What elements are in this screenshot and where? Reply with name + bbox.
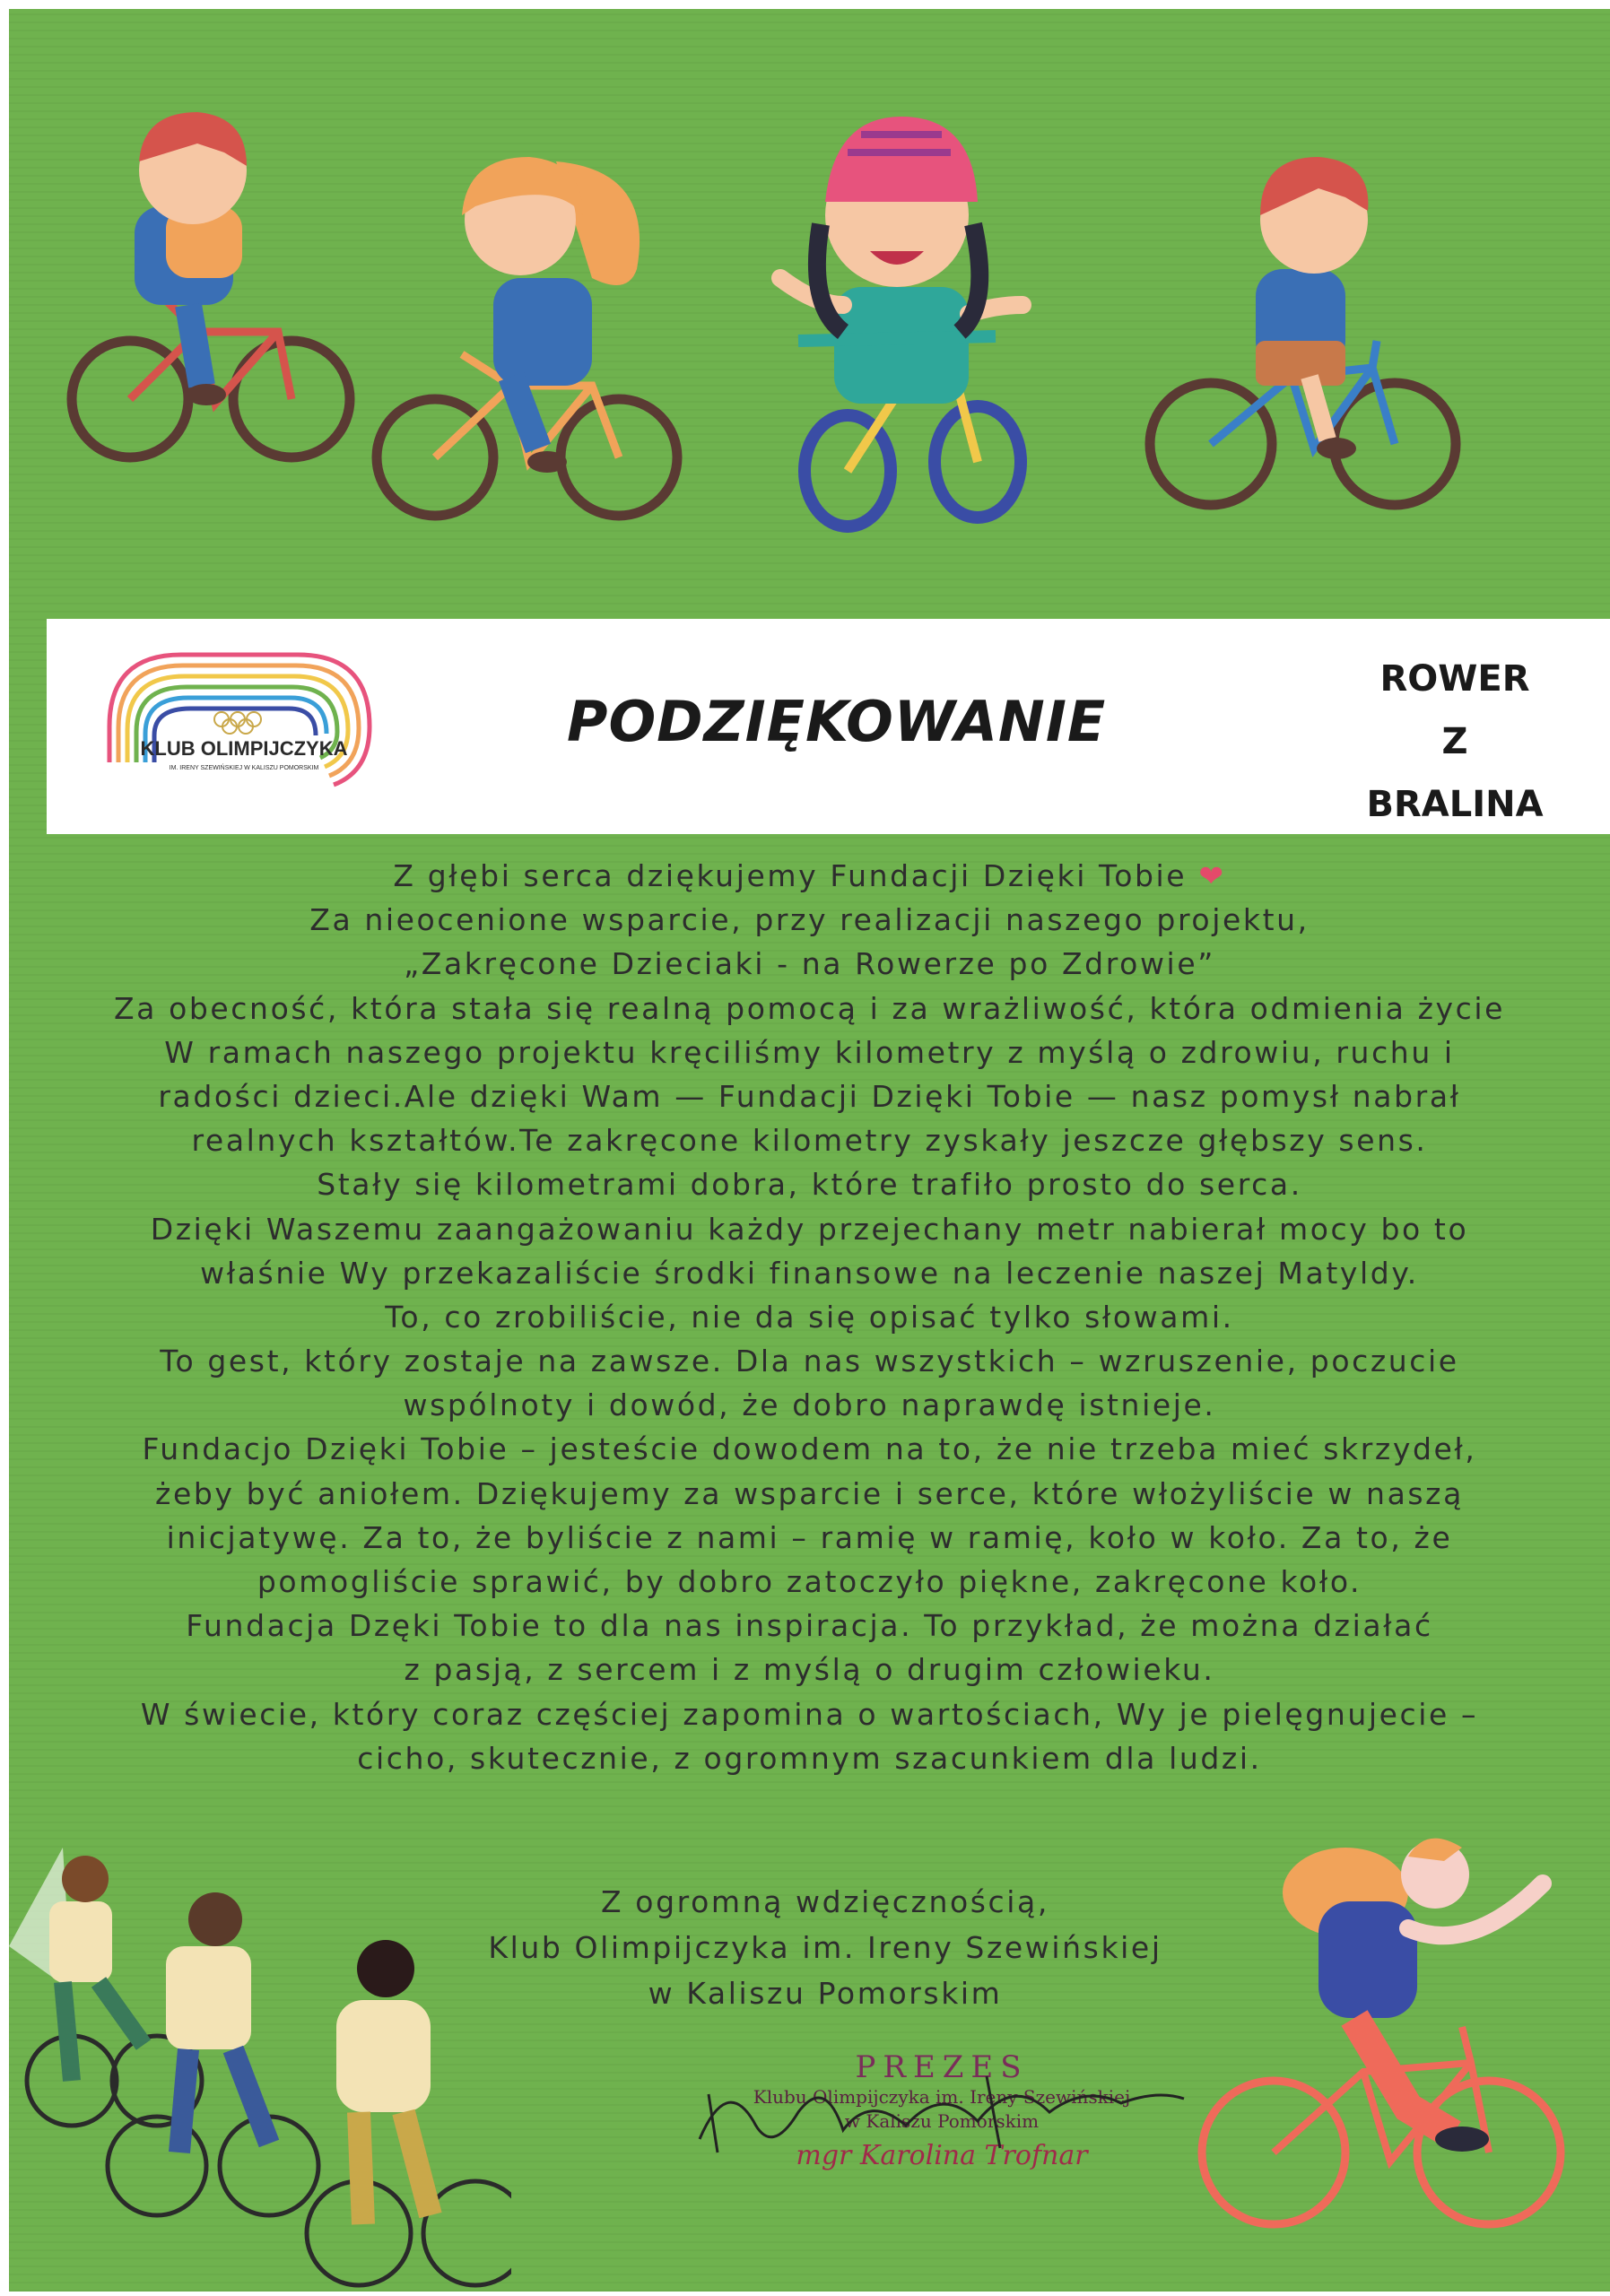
stamp-line: Klubu Olimpijczyka im. Ireny Szewińskiej	[753, 2086, 1131, 2108]
logo-subtext: IM. IRENY SZEWIŃSKIEJ W KALISZU POMORSKIM	[169, 765, 319, 771]
letter-line: W świecie, który coraz częściej zapomina o wartościach, Wy je pielęgnujecie –	[140, 1696, 1479, 1732]
boy-on-bike-2	[1150, 157, 1456, 505]
letter-line: z pasją, z sercem i z myślą o drugim człowieku.	[404, 1652, 1215, 1688]
letter-line: realnych kształtów.Te zakręcone kilometry zyskały jeszcze głębszy sens.	[191, 1123, 1428, 1159]
project-name-line: ROWER	[1379, 658, 1530, 700]
letter-line: Fundacja Dzęki Tobie to dla nas inspiracja. To przykład, że można działać	[186, 1608, 1433, 1644]
girl-with-helmet	[780, 117, 1023, 526]
letter-line: Dzięki Waszemu zaangażowaniu każdy przejechany metr nabierał mocy bo to	[150, 1211, 1469, 1247]
letter-line: To gest, który zostaje na zawsze. Dla nas wszystkich – wzruszenie, poczucie	[160, 1344, 1459, 1379]
stamp-line: w Kaliszu Pomorskim	[844, 2110, 1040, 2132]
woman-cycling-illustration	[1184, 1812, 1610, 2292]
page-title: PODZIĘKOWANIE	[567, 689, 1107, 754]
title-banner	[47, 619, 1610, 834]
letter-line: wspólnoty i dowód, że dobro naprawdę istnieje.	[403, 1387, 1216, 1423]
letter-line: „Zakręcone Dzieciaki - na Rowerze po Zdrowie”	[404, 946, 1215, 982]
letter-line: żeby być aniołem. Dziękujemy za wsparcie i serce, które włożyliście w naszą	[155, 1475, 1464, 1511]
closing-line: Z ogromną wdzięcznością,	[601, 1884, 1049, 1919]
president-name: mgr Karolina Trofnar	[796, 2140, 1088, 2171]
letter-line: Za nieocenione wsparcie, przy realizacji naszego projektu,	[309, 902, 1310, 938]
project-name	[1320, 648, 1589, 836]
president-stamp	[691, 2049, 1193, 2202]
project-name-line: Z	[1441, 721, 1468, 762]
stamp-title: PREZES	[855, 2049, 1029, 2085]
letter-line-text: Z głębi serca dziękujemy Fundacji Dzięki Tobie	[393, 858, 1188, 893]
boy-on-bike-1	[72, 112, 350, 457]
letter-line: W ramach naszego projektu kręciliśmy kilometry z myślą o zdrowiu, ruchu i	[164, 1034, 1455, 1070]
letter-line: cicho, skutecznie, z ogromnym szacunkiem dla ludzi.	[357, 1740, 1262, 1776]
letter-line: Za obecność, która stała się realną pomocą i za wrażliwość, która odmienia życie	[113, 990, 1506, 1026]
girl-on-bike	[377, 157, 677, 516]
project-name-line: BRALINA	[1366, 784, 1544, 825]
letter-line: Fundacjo Dzięki Tobie – jesteście dowodem na to, że nie trzeba mieć skrzydeł,	[142, 1431, 1477, 1467]
closing-line: w Kaliszu Pomorskim	[648, 1976, 1003, 2011]
kids-cycling-illustration	[9, 9, 1610, 547]
letter-line: To, co zrobiliście, nie da się opisać tylko słowami.	[385, 1299, 1234, 1335]
heart-icon: ❤	[1198, 858, 1226, 893]
letter-line: inicjatywę. Za to, że byliście z nami – ramię w ramię, koło w koło. Za to, że	[166, 1519, 1453, 1555]
letter-line: radości dzieci.Ale dzięki Wam — Fundacji Dzięki Tobie — nasz pomysł nabrał	[158, 1078, 1461, 1114]
logo-text: KLUB OLIMPIJCZYKA	[140, 737, 348, 760]
closing-signature-block	[368, 1879, 1283, 2016]
letter-line	[9, 854, 1610, 898]
letter-line: właśnie Wy przekazaliście środki finansowe na leczenie naszej Matyldy.	[200, 1255, 1419, 1291]
certificate-page	[9, 9, 1610, 2292]
letter-line: pomogliście sprawić, by dobro zatoczyło piękne, zakręcone koło.	[257, 1564, 1362, 1599]
club-logo	[74, 619, 396, 807]
cyclist-2	[108, 1892, 318, 2215]
handwritten-signature	[691, 2058, 1193, 2166]
closing-line: Klub Olimpijczyka im. Ireny Szewińskiej	[488, 1930, 1162, 1965]
letter-line: Stały się kilometrami dobra, które trafiło prosto do serca.	[317, 1167, 1302, 1203]
thank-you-letter	[9, 854, 1610, 1780]
